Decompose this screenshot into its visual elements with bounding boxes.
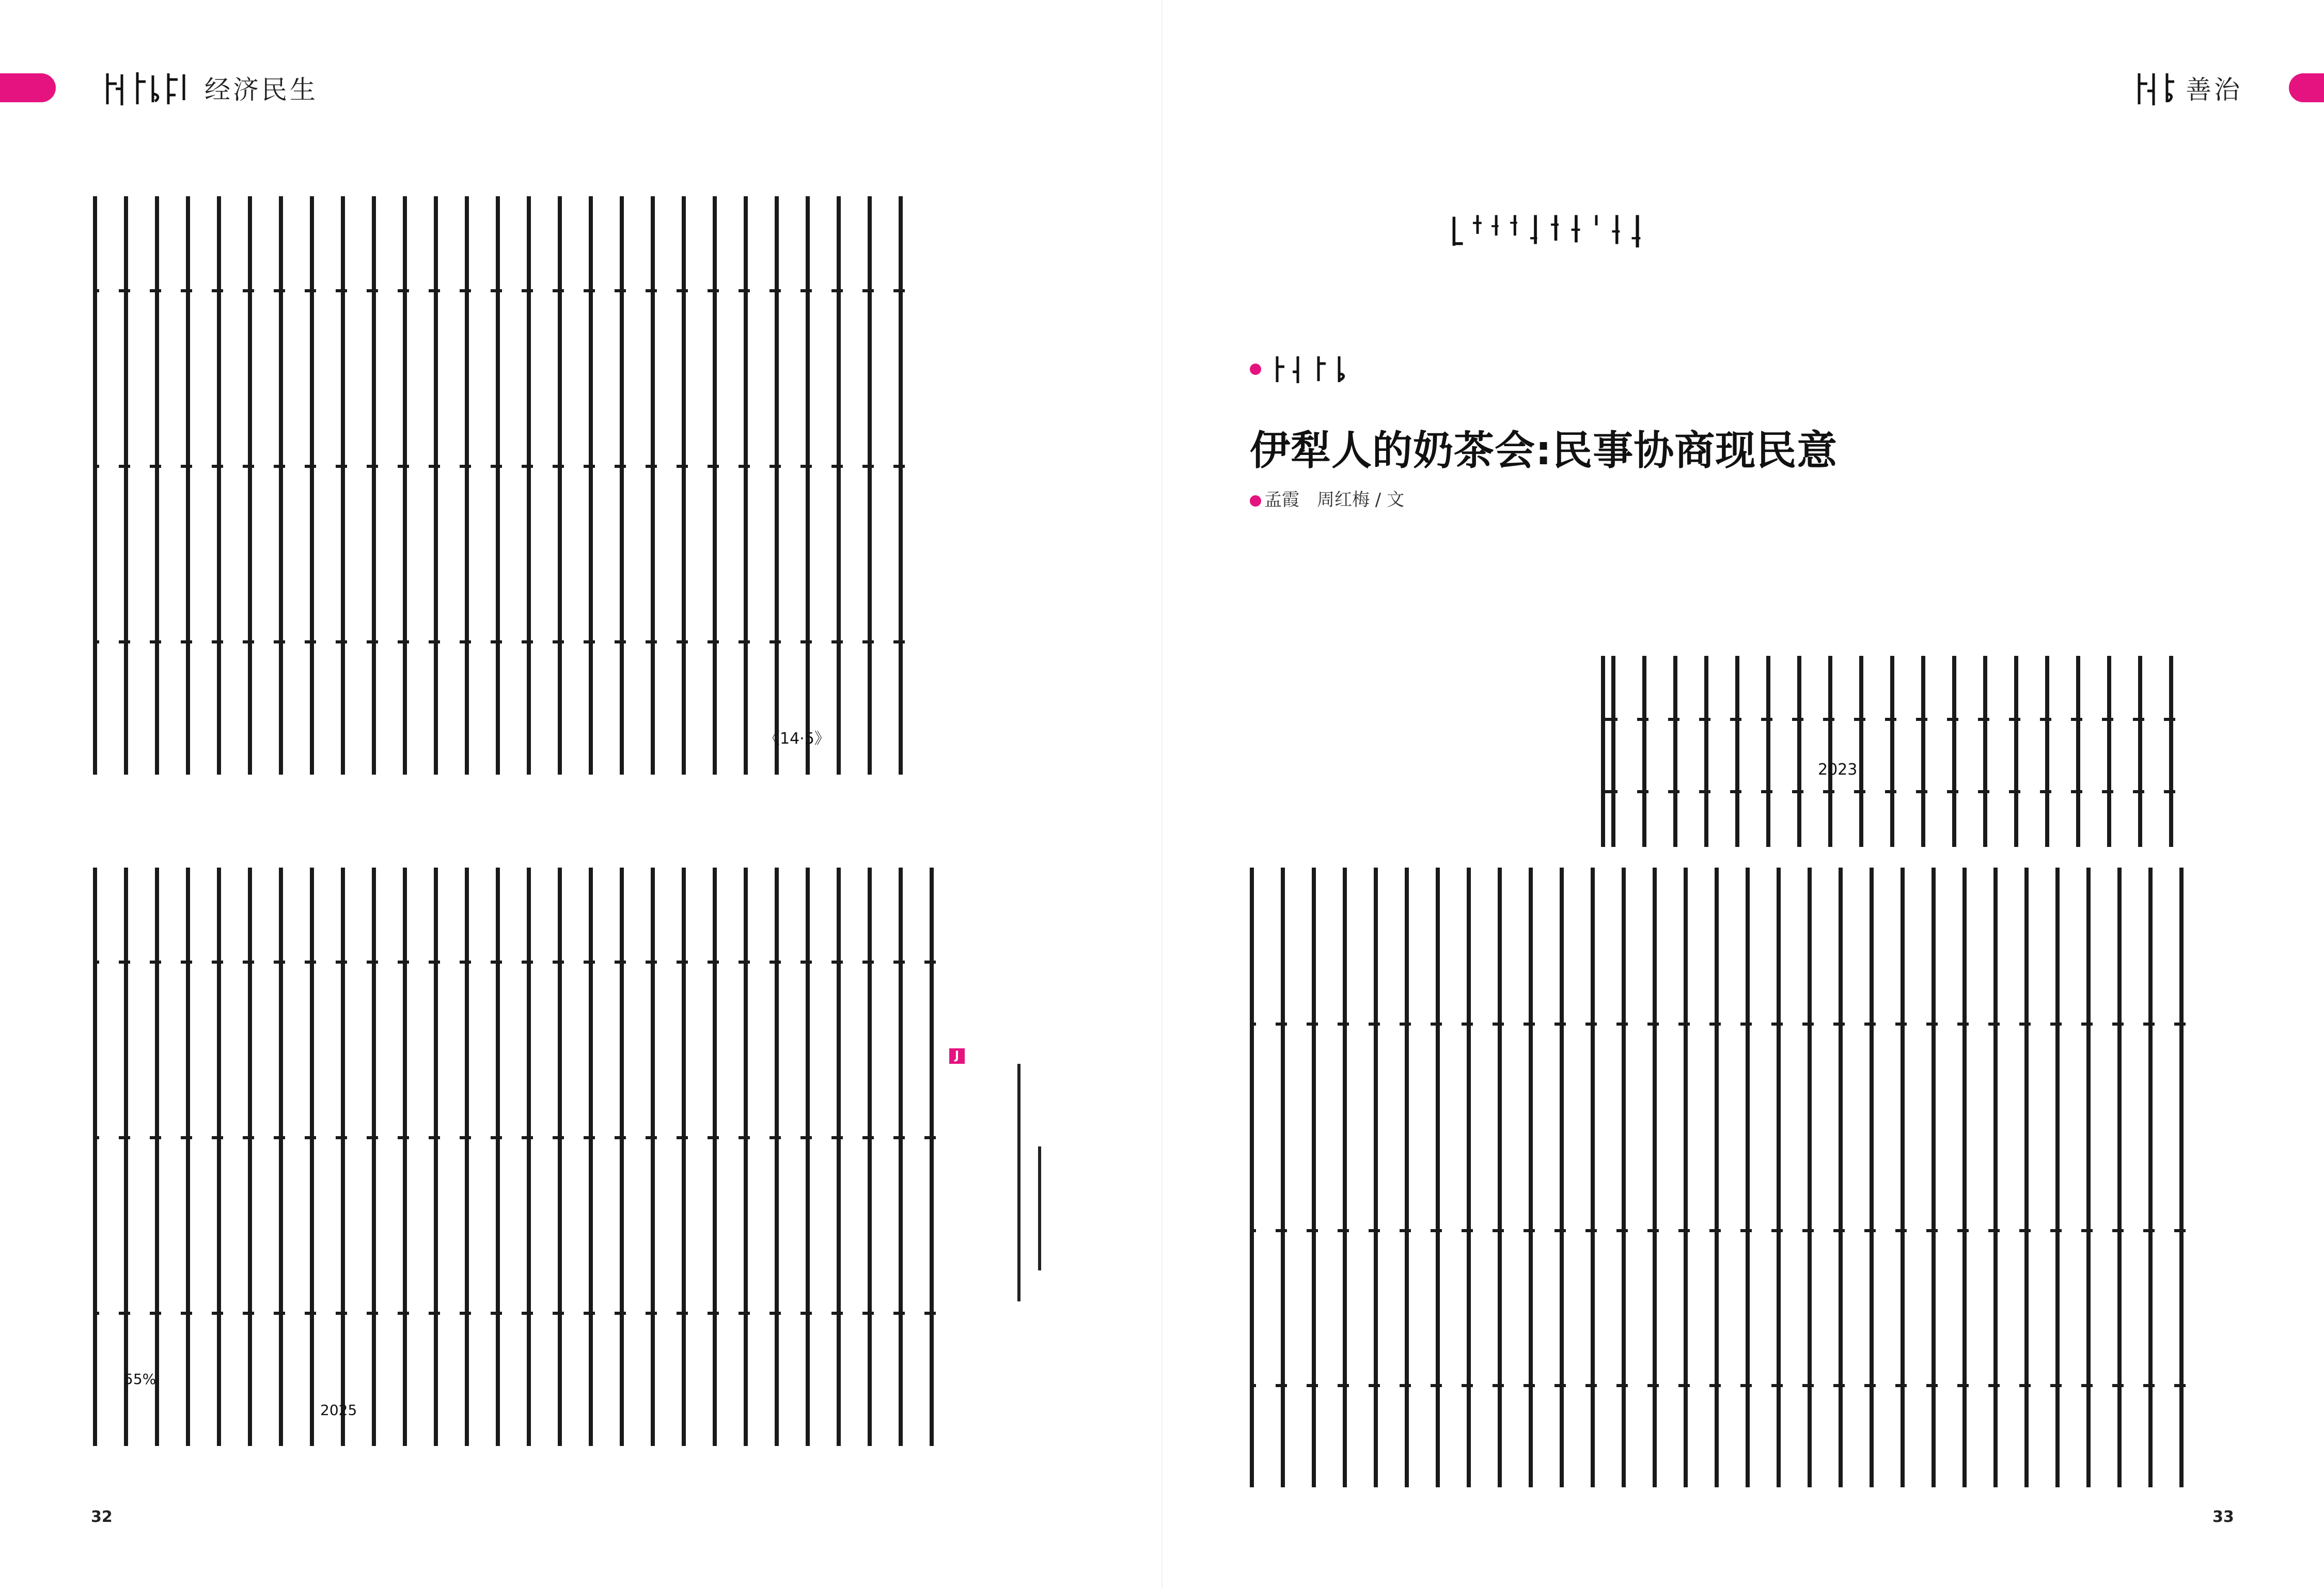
category-dot xyxy=(1250,364,1261,375)
right-header-mongolian-logo xyxy=(2133,68,2179,108)
author-dot xyxy=(1250,495,1261,507)
right-header-tab xyxy=(2289,73,2324,102)
left-header-tab xyxy=(0,73,56,102)
inline-year-2023: 2023 xyxy=(1818,761,1858,779)
article-authors xyxy=(1250,485,1404,511)
article-end-mark: J xyxy=(949,1048,965,1064)
mongolian-article-title xyxy=(1239,212,1859,331)
authors-text: 孟霞 周红梅 / 文 xyxy=(1264,490,1405,510)
inline-ref-14-5: 《14·5》 xyxy=(764,730,830,748)
article-category xyxy=(1250,351,1370,398)
article-title: 伊犁人的奶茶会:民事协商现民意 xyxy=(1250,428,1838,474)
left-header-mongolian-logo xyxy=(101,68,189,108)
left-page-number: 32 xyxy=(91,1508,113,1526)
mongolian-category-text xyxy=(1267,351,1370,387)
inline-percent: 55% xyxy=(124,1371,156,1388)
left-page-body-text xyxy=(93,196,1105,1518)
inline-year-2025: 2025 xyxy=(320,1402,357,1419)
left-section-title: 经济民生 xyxy=(205,75,318,105)
right-section-title: 善治 xyxy=(2186,75,2242,105)
photo-caption xyxy=(1007,1064,1054,1312)
right-page-body-text-bottom xyxy=(1250,868,2200,1513)
right-page-number: 33 xyxy=(2212,1508,2234,1526)
page-gutter xyxy=(1161,0,1163,1588)
